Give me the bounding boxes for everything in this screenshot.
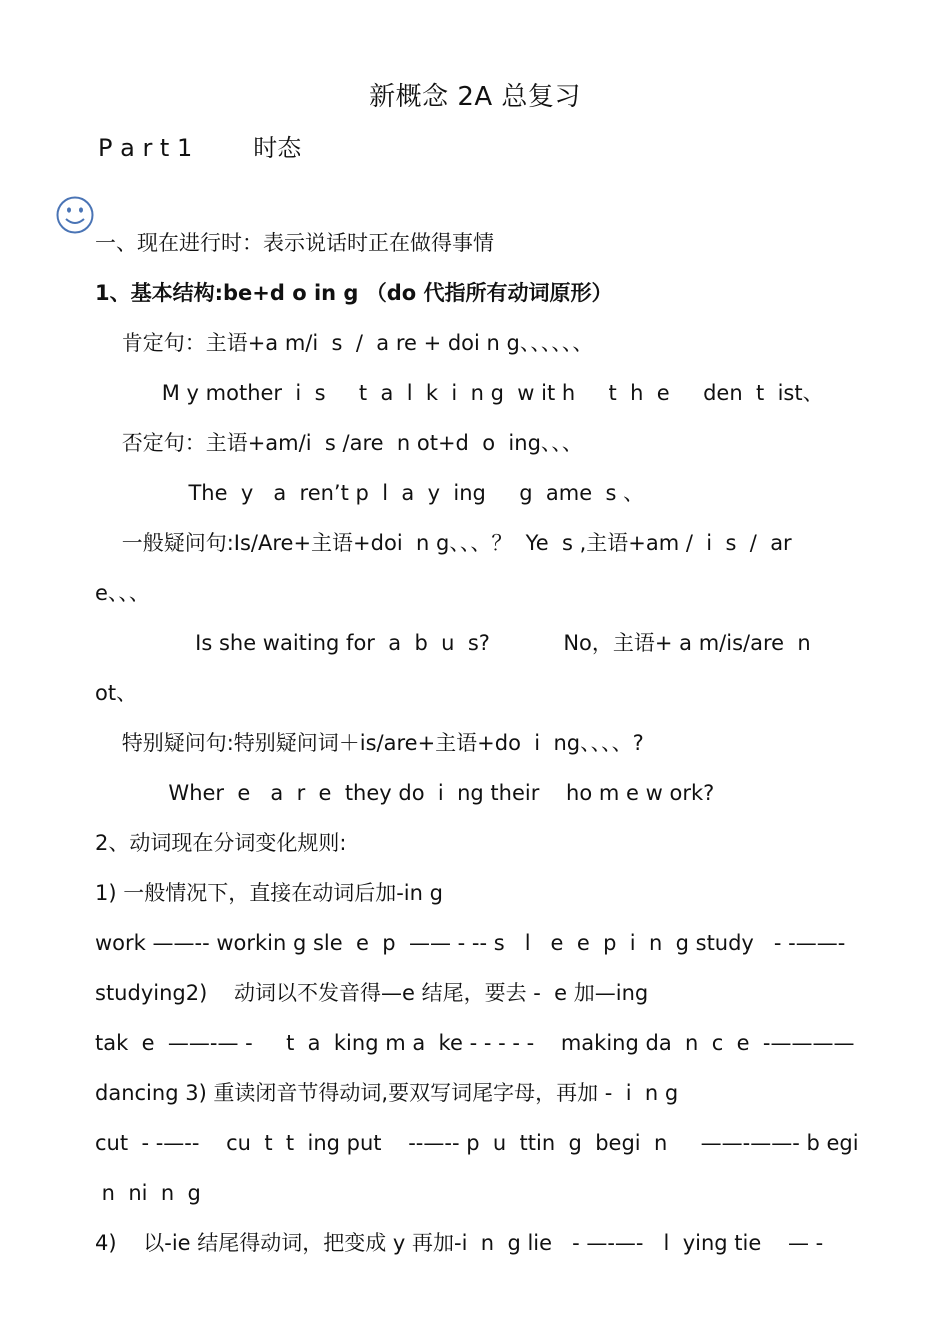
- basic-structure-heading: 1、基本结构:be+d o in g （do 代指所有动词原形）: [95, 281, 613, 305]
- yes-no-question-example: Is she waiting for a b u s? No，主语+ a m/is/are n: [95, 631, 811, 655]
- wh-question-example: Wher e a r e they do i ng their ho m e w ork?: [95, 781, 715, 805]
- yes-no-question-rule: 一般疑问句:Is/Are+主语+doi n g、、、？ Ye s ,主语+am / i s / ar: [95, 531, 792, 555]
- part-heading: P a r t 1 时态: [98, 134, 302, 162]
- affirmative-rule: 肯定句：主语+a m/i s / a re + doi n g、、、、、、: [95, 331, 594, 355]
- rule-4: 4) 以-ie 结尾得动词，把变成 y 再加-i n g lie - —-—- l ying tie — -: [95, 1231, 824, 1255]
- smiley-face-icon: [55, 195, 95, 235]
- rule-1-examples: work ——-- workin g sle e p —— - -- s l e e p i n g study - -——-: [95, 931, 846, 955]
- rule-1: 1) 一般情况下，直接在动词后加-in g: [95, 881, 443, 905]
- yes-no-question-example-cont: ot、: [95, 681, 138, 705]
- negative-example: The y a ren’t p l a y ing g ame s 、: [95, 481, 645, 505]
- document-title: 新概念 2A 总复习: [369, 82, 581, 112]
- rule-2-examples: tak e ——-— - t a king m a ke - - - - - making da n c e -————: [95, 1031, 855, 1055]
- yes-no-question-rule-cont: e、、、: [95, 581, 150, 605]
- rule-3-examples-cont: n ni n g: [95, 1181, 201, 1205]
- participle-rules-heading: 2、动词现在分词变化规则:: [95, 831, 347, 855]
- rule-3: dancing 3) 重读闭音节得动词,要双写词尾字母，再加 - i n g: [95, 1081, 679, 1105]
- section-heading-present-continuous: 一、现在进行时：表示说话时正在做得事情: [95, 231, 494, 255]
- rule-3-examples: cut - -—-- cu t t ing put --—-- p u ttin g begi n ——-——- b egi: [95, 1131, 859, 1155]
- affirmative-example: M y mother i s t a l k i n g w it h t h e den t ist、: [95, 381, 824, 405]
- wh-question-rule: 特别疑问句:特别疑问词＋is/are+主语+do i ng、、、、?: [95, 731, 644, 755]
- negative-rule: 否定句：主语+am/i s /are n ot+d o ing、、、: [95, 431, 583, 455]
- rule-2: studying2) 动词以不发音得—e 结尾，要去 - e 加—ing: [95, 981, 649, 1005]
